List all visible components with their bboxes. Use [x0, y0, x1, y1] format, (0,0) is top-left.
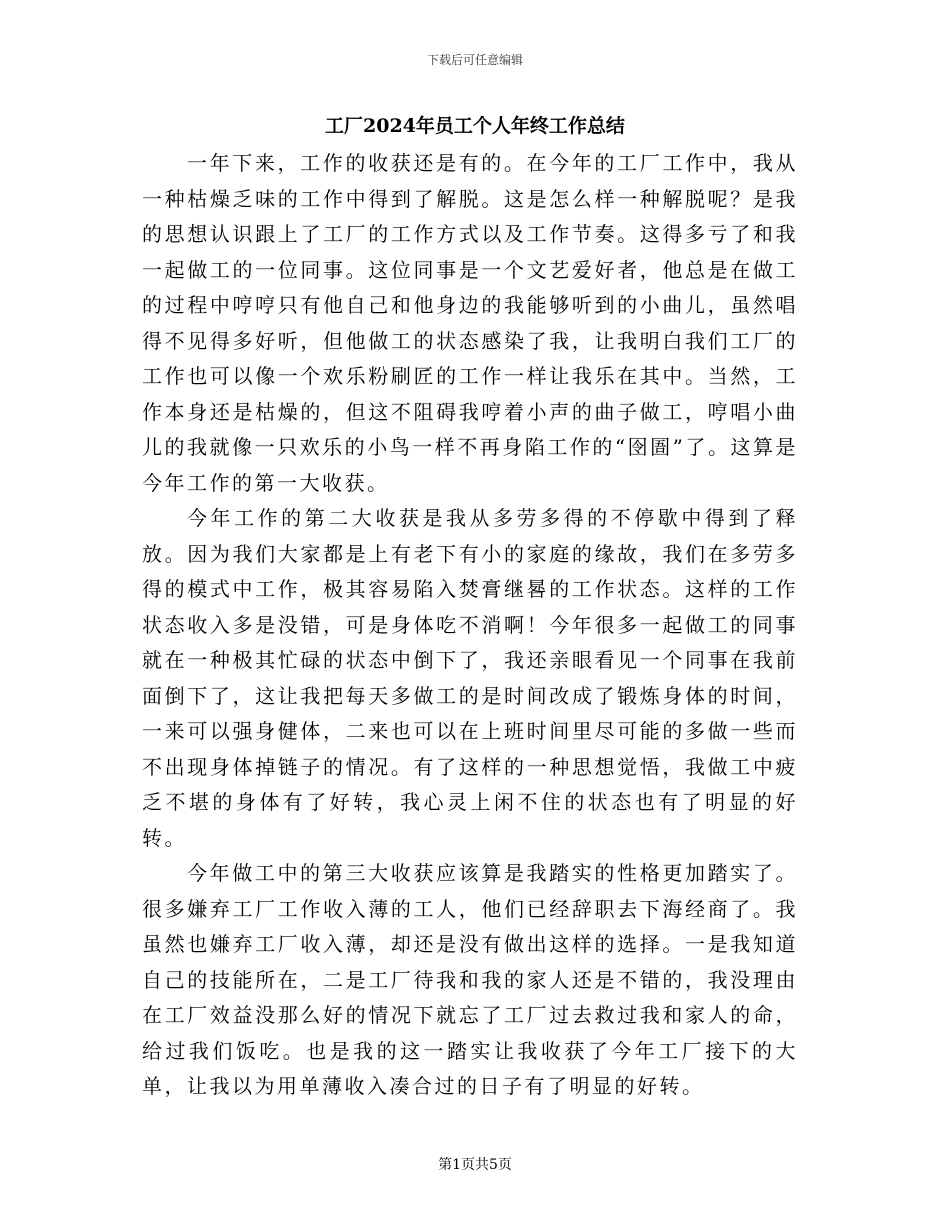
page-number: 第1页共5页 — [438, 1157, 512, 1173]
paragraph-3: 今年做工中的第三大收获应该算是我踏实的性格更加踏实了。很多嫌弃工厂工作收入薄的工人，他们已经辞职去下海经商了。我虽然也嫌弃工厂收入薄，却还是没有做出这样的选择。一是我知道自己的技能所在，二是工厂待我和我的家人还是不错的，我没理由在工厂效益没那么好的情况下就忘了工厂过去救过我和家人的命，给过我们饭吃。也是我的这一踏实让我收获了今年工厂接下的大单，让我以为用单薄收入凑合过的日子有了明显的好转。 — [142, 861, 798, 1098]
paragraph-1: 一年下来，工作的收获还是有的。在今年的工厂工作中，我从一种枯燥乏味的工作中得到了解脱。这是怎么样一种解脱呢？是我的思想认识跟上了工厂的工作方式以及工作节奏。这得多亏了和我一起做工的一位同事。这位同事是一个文艺爱好者，他总是在做工的过程中哼哼只有他自己和他身边的我能够听到的小曲儿，虽然唱得不见得多好听，但他做工的状态感染了我，让我明白我们工厂的工作也可以像一个欢乐粉刷匠的工作一样让我乐在其中。当然，工作本身还是枯燥的，但这不阻碍我哼着小声的曲子做工，哼唱小曲儿的我就像一只欢乐的小鸟一样不再身陷工作的“囹圄”了。这算是今年工作的第一大收获。 — [142, 151, 798, 495]
page-header-note: 下载后可任意编辑 — [426, 53, 523, 67]
document-body — [142, 146, 798, 1105]
document-title: 工厂2024年员工个人年终工作总结 — [325, 115, 625, 137]
paragraph-2: 今年工作的第二大收获是我从多劳多得的不停歇中得到了释放。因为我们大家都是上有老下有小的家庭的缘故，我们在多劳多得的模式中工作，极其容易陷入焚膏继晷的工作状态。这样的工作状态收入多是没错，可是身体吃不消啊！今年很多一起做工的同事就在一种极其忙碌的状态中倒下了，我还亲眼看见一个同事在我前面倒下了，这让我把每天多做工的是时间改成了锻炼身体的时间，一来可以强身健体，二来也可以在上班时间里尽可能的多做一些而不出现身体掉链子的情况。有了这样的一种思想觉悟，我做工中疲乏不堪的身体有了好转，我心灵上闲不住的状态也有了明显的好转。 — [142, 506, 798, 850]
